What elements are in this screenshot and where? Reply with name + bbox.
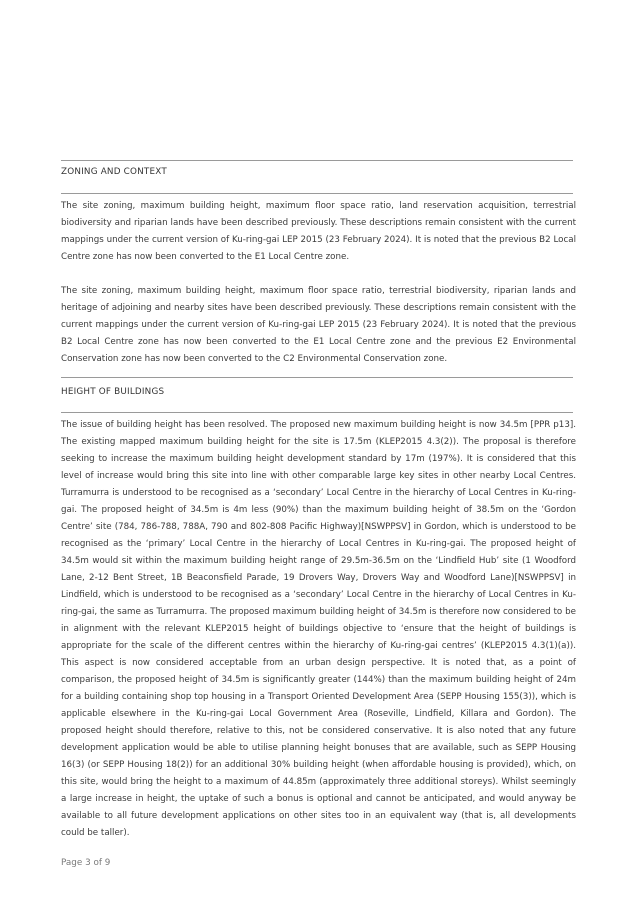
divider-rule: [61, 160, 573, 161]
height-paragraph-1: The issue of building height has been resolved. The proposed new maximum building height is now 34.5m [PPR p13]. The existing mapped maximum building height for the site is 17.5m (KLEP2015 4.3(2)). The proposal is therefore seeking to increase the maximum building height development standard by 17m (197%). It is considered that this level of increase would bring this site into line with other comparable large key sites in other nearby Local Centres. Turramurra is understood to be recognised as a ‘secondary’ Local Centre in the hierarchy of Local Centres in Ku-ring-gai. The proposed height of 34.5m is 4m less (90%) than the maximum building height of 38.5m on the ‘Gordon Centre’ site (784, 786-788, 788A, 790 and 802-808 Pacific Highway)[NSWPPSV] in Gordon, which is understood to be recognised as the ‘primary’ Local Centre in the hierarchy of Local Centres in Ku-ring-gai. The proposed height of 34.5m would sit within the maximum building height range of 29.5m-36.5m on the ‘Lindfield Hub’ site (1 Woodford Lane, 2-12 Bent Street, 1B Beaconsfield Parade, 19 Drovers Way, Drovers Way and Woodford Lane)[NSWPPSV] in Lindfield, which is understood to be recognised as a ‘secondary’ Local Centre in the hierarchy of Local Centres in Ku-ring-gai, the same as Turramurra. The proposed maximum building height of 34.5m is therefore now considered to be in alignment with the relevant KLEP2015 height of buildings objective to ‘ensure that the height of buildings is appropriate for the scale of the different centres within the hierarchy of Ku-ring-gai centres’ (KLEP2015 4.3(1)(a)). This aspect is now considered acceptable from an urban design perspective. It is noted that, as a point of comparison, the proposed height of 34.5m is significantly greater (144%) than the maximum building height of 24m for a building containing shop top housing in a Transport Oriented Development Area (SEPP Housing 155(3)), which is applicable elsewhere in the Ku-ring-gai Local Government Area (Roseville, Lindfield, Killara and Gordon). The proposed height should therefore, relative to this, not be considered conservative. It is also noted that any future development application would be able to utilise planning height bonuses that are available, such as SEPP Housing 16(3) (or SEPP Housing 18(2)) for an additional 30% building height (when affordable housing is provided), which, on this site, would bring the height to a maximum of 44.85m (approximately three additional storeys). Whilst seemingly a large increase in height, the uptake of such a bonus is optional and cannot be anticipated, and would anyway be available to all future development applications on other sites too in an equivalent way (that is, all developments could be taller).: [61, 420, 576, 838]
section-heading-zoning: ZONING AND CONTEXT: [61, 167, 167, 177]
divider-rule: [61, 412, 573, 413]
divider-rule: [61, 193, 573, 194]
zoning-paragraph-1: The site zoning, maximum building height, maximum floor space ratio, land reservation acquisition, terrestrial biodiversity and riparian lands have been described previously. These descriptions remain consistent with the current mappings under the current version of Ku-ring-gai LEP 2015 (23 February 2024). It is noted that the previous B2 Local Centre zone has now been converted to the E1 Local Centre zone.: [61, 201, 576, 262]
divider-rule: [61, 377, 573, 378]
page-number: Page 3 of 9: [61, 858, 111, 868]
section-heading-height: HEIGHT OF BUILDINGS: [61, 387, 165, 397]
zoning-paragraph-2: The site zoning, maximum building height, maximum floor space ratio, terrestrial biodiversity, riparian lands and heritage of adjoining and nearby sites have been described previously. These descriptions remain consistent with the current mappings under the current version of Ku-ring-gai LEP 2015 (23 February 2024). It is noted that the previous B2 Local Centre zone has now been converted to the E1 Local Centre zone and the previous E2 Environmental Conservation zone has now been converted to the C2 Environmental Conservation zone.: [61, 286, 576, 364]
